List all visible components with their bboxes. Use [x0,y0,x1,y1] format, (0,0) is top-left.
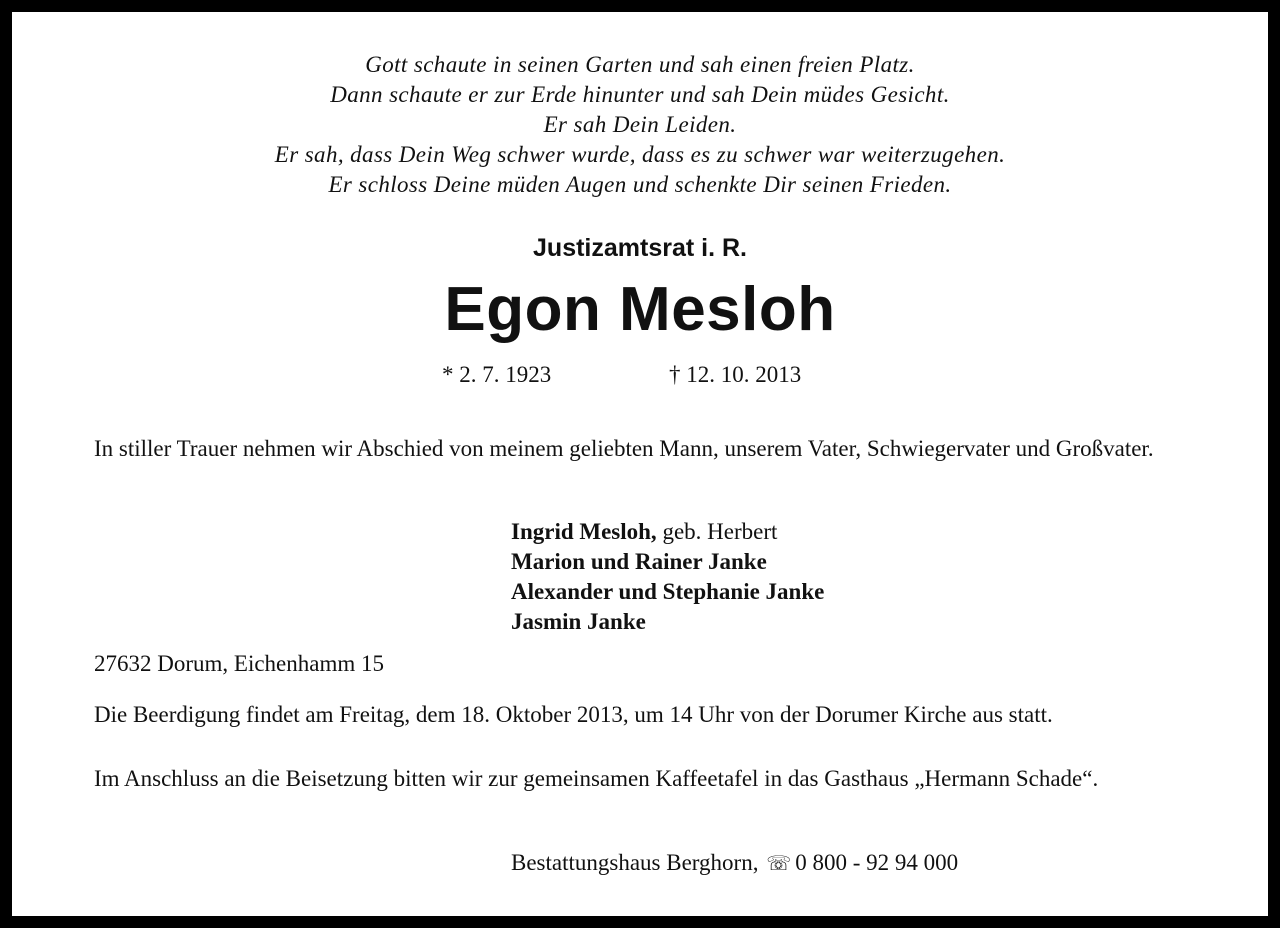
deceased-title: Justizamtsrat i. R. [533,234,747,262]
funeral-home-phone: 0 800 - 92 94 000 [795,850,959,875]
mourner-entry [511,607,824,637]
mourner-name: Alexander und Stephanie Janke [511,579,825,604]
funeral-home-name: Bestattungshaus Berghorn, [511,850,759,875]
poem [12,50,1268,200]
funeral-home [511,848,958,878]
farewell-text: In stiller Trauer nehmen wir Abschied von meinem geliebten Mann, unserem Vater, Schwiegervater und Großvater. [94,436,1154,461]
mourner-entry [511,517,824,547]
phone-icon: ☏ [766,851,792,875]
mourner-entry [511,547,824,577]
poem-line: Gott schaute in seinen Garten und sah einen freien Platz. [365,52,915,77]
poem-line: Er sah, dass Dein Weg schwer wurde, dass es zu schwer war weiterzugehen. [274,142,1006,167]
family-address: 27632 Dorum, Eichenhamm 15 [94,651,385,676]
funeral-text: Die Beerdigung findet am Freitag, dem 18. Oktober 2013, um 14 Uhr von der Dorumer Kirche aus statt. [94,702,1053,727]
deceased-name: Egon Mesloh [444,275,836,344]
mourner-note: geb. Herbert [656,519,778,544]
poem-line: Er sah Dein Leiden. [543,112,737,137]
poem-line: Er schloss Deine müden Augen und schenkte Dir seinen Frieden. [328,172,952,197]
mourner-name: Marion und Rainer Janke [511,549,767,574]
death-date: † 12. 10. 2013 [669,362,802,387]
mourner-name: Jasmin Janke [511,609,646,634]
mourner-entry [511,577,824,607]
reception-text: Im Anschluss an die Beisetzung bitten wir zur gemeinsamen Kaffeetafel in das Gasthaus „Hermann Schade“. [94,766,1099,791]
poem-line: Dann schaute er zur Erde hinunter und sah Dein müdes Gesicht. [330,82,950,107]
mourner-name: Ingrid Mesloh, [511,519,657,544]
birth-date: * 2. 7. 1923 [442,362,552,387]
mourners-list [511,517,824,637]
obituary-notice [12,12,1268,916]
